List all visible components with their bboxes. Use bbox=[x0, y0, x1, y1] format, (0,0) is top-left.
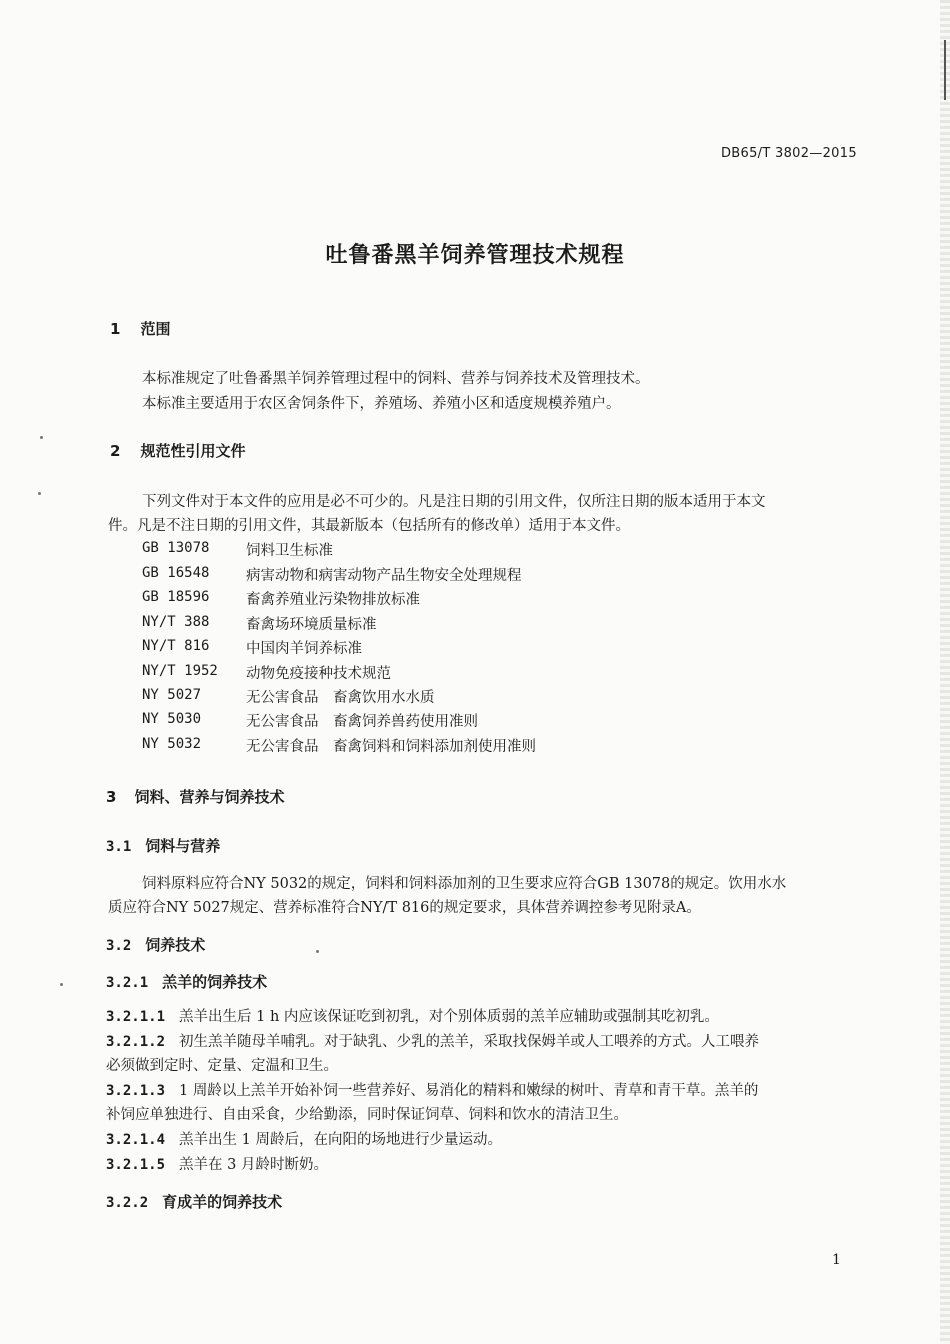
paragraph: 质应符合NY 5027规定、营养标准符合NY/T 816的规定要求，具体营养调控参考见附录A。 bbox=[108, 900, 701, 916]
reference-code: NY 5027 bbox=[142, 687, 202, 703]
section-number: 3.2.1 bbox=[106, 975, 149, 991]
subsection-3-1-heading bbox=[106, 835, 220, 856]
section-1-heading bbox=[110, 318, 170, 339]
reference-code: GB 18596 bbox=[142, 589, 210, 605]
scan-speck bbox=[40, 436, 43, 439]
reference-code: GB 16548 bbox=[142, 565, 210, 581]
clause-3-2-1-5 bbox=[106, 1153, 328, 1174]
section-title: 羔羊的饲养技术 bbox=[162, 973, 268, 991]
clause-number: 3.2.1.2 bbox=[106, 1034, 166, 1050]
clause-number: 3.2.1.3 bbox=[106, 1083, 166, 1099]
section-title: 饲料、营养与饲养技术 bbox=[134, 788, 285, 806]
reference-code: NY/T 1952 bbox=[142, 663, 218, 679]
reference-name: 动物免疫接种技术规范 bbox=[246, 666, 391, 682]
paragraph: 本标准规定了吐鲁番黑羊饲养管理过程中的饲料、营养与饲养技术及管理技术。 bbox=[142, 371, 650, 387]
subsection-3-2-heading bbox=[106, 934, 205, 955]
reference-code: NY/T 816 bbox=[142, 638, 210, 654]
paragraph: 件。凡是不注日期的引用文件，其最新版本（包括所有的修改单）适用于本文件。 bbox=[108, 518, 630, 534]
reference-name: 无公害食品 畜禽饮用水水质 bbox=[246, 690, 435, 706]
document-title: 吐鲁番黑羊饲养管理技术规程 bbox=[325, 243, 625, 268]
clause-text: 初生羔羊随母羊哺乳。对于缺乳、少乳的羔羊，采取找保姆羊或人工喂养的方式。人工喂养 bbox=[179, 1034, 760, 1050]
page-number: 1 bbox=[832, 1252, 841, 1268]
section-title: 育成羊的饲养技术 bbox=[162, 1193, 283, 1211]
subsection-3-2-1-heading bbox=[106, 971, 267, 992]
reference-code: NY 5032 bbox=[142, 736, 202, 752]
section-number: 3 bbox=[106, 788, 117, 806]
paragraph: 本标准主要适用于农区舍饲条件下，养殖场、养殖小区和适度规模养殖户。 bbox=[142, 396, 621, 412]
scan-speck bbox=[60, 983, 63, 986]
clause-3-2-1-2 bbox=[106, 1030, 759, 1051]
reference-code: GB 13078 bbox=[142, 540, 210, 556]
scan-speck bbox=[38, 492, 41, 495]
scan-edge-mark bbox=[944, 40, 946, 100]
reference-name: 畜禽场环境质量标准 bbox=[246, 617, 377, 633]
scan-speck bbox=[316, 950, 319, 953]
clause-3-2-1-4 bbox=[106, 1128, 502, 1149]
clause-number: 3.2.1.5 bbox=[106, 1157, 166, 1173]
section-title: 范围 bbox=[140, 320, 171, 338]
reference-name: 无公害食品 畜禽饲料和饲料添加剂使用准则 bbox=[246, 739, 536, 755]
paragraph: 下列文件对于本文件的应用是必不可少的。凡是注日期的引用文件，仅所注日期的版本适用于本文 bbox=[142, 494, 766, 510]
section-title: 饲料与营养 bbox=[145, 837, 221, 855]
clause-number: 3.2.1.4 bbox=[106, 1132, 166, 1148]
section-title: 饲养技术 bbox=[145, 936, 206, 954]
section-3-heading bbox=[106, 786, 284, 807]
clause-3-2-1-1 bbox=[106, 1005, 719, 1026]
clause-text: 羔羊出生后 1 h 内应该保证吃到初乳，对个别体质弱的羔羊应辅助或强制其吃初乳。 bbox=[179, 1009, 719, 1025]
section-number: 2 bbox=[110, 442, 121, 460]
clause-continuation: 补饲应单独进行、自由采食，少给勤添，同时保证饲草、饲料和饮水的清洁卫生。 bbox=[106, 1107, 628, 1123]
scan-edge bbox=[940, 0, 950, 1344]
reference-name: 畜禽养殖业污染物排放标准 bbox=[246, 592, 420, 608]
clause-continuation: 必须做到定时、定量、定温和卫生。 bbox=[106, 1058, 338, 1074]
section-number: 3.2 bbox=[106, 938, 132, 954]
section-number: 1 bbox=[110, 320, 121, 338]
clause-number: 3.2.1.1 bbox=[106, 1009, 166, 1025]
reference-name: 无公害食品 畜禽饲养兽药使用准则 bbox=[246, 714, 478, 730]
reference-code: NY/T 388 bbox=[142, 614, 210, 630]
standard-number: DB65/T 3802—2015 bbox=[721, 146, 857, 161]
clause-text: 羔羊在 3 月龄时断奶。 bbox=[179, 1157, 328, 1173]
reference-name: 中国肉羊饲养标准 bbox=[246, 641, 362, 657]
paragraph: 饲料原料应符合NY 5032的规定，饲料和饲料添加剂的卫生要求应符合GB 13078的规定。饮用水水 bbox=[142, 876, 787, 892]
reference-name: 饲料卫生标准 bbox=[246, 543, 333, 559]
section-number: 3.2.2 bbox=[106, 1195, 149, 1211]
subsection-3-2-2-heading bbox=[106, 1191, 282, 1212]
clause-3-2-1-3 bbox=[106, 1079, 758, 1100]
clause-text: 1 周龄以上羔羊开始补饲一些营养好、易消化的精料和嫩绿的树叶、青草和青干草。羔羊的 bbox=[179, 1083, 759, 1099]
section-2-heading bbox=[110, 440, 245, 461]
reference-code: NY 5030 bbox=[142, 711, 202, 727]
section-number: 3.1 bbox=[106, 839, 132, 855]
section-title: 规范性引用文件 bbox=[140, 442, 246, 460]
reference-name: 病害动物和病害动物产品生物安全处理规程 bbox=[246, 568, 522, 584]
clause-text: 羔羊出生 1 周龄后，在向阳的场地进行少量运动。 bbox=[179, 1132, 502, 1148]
